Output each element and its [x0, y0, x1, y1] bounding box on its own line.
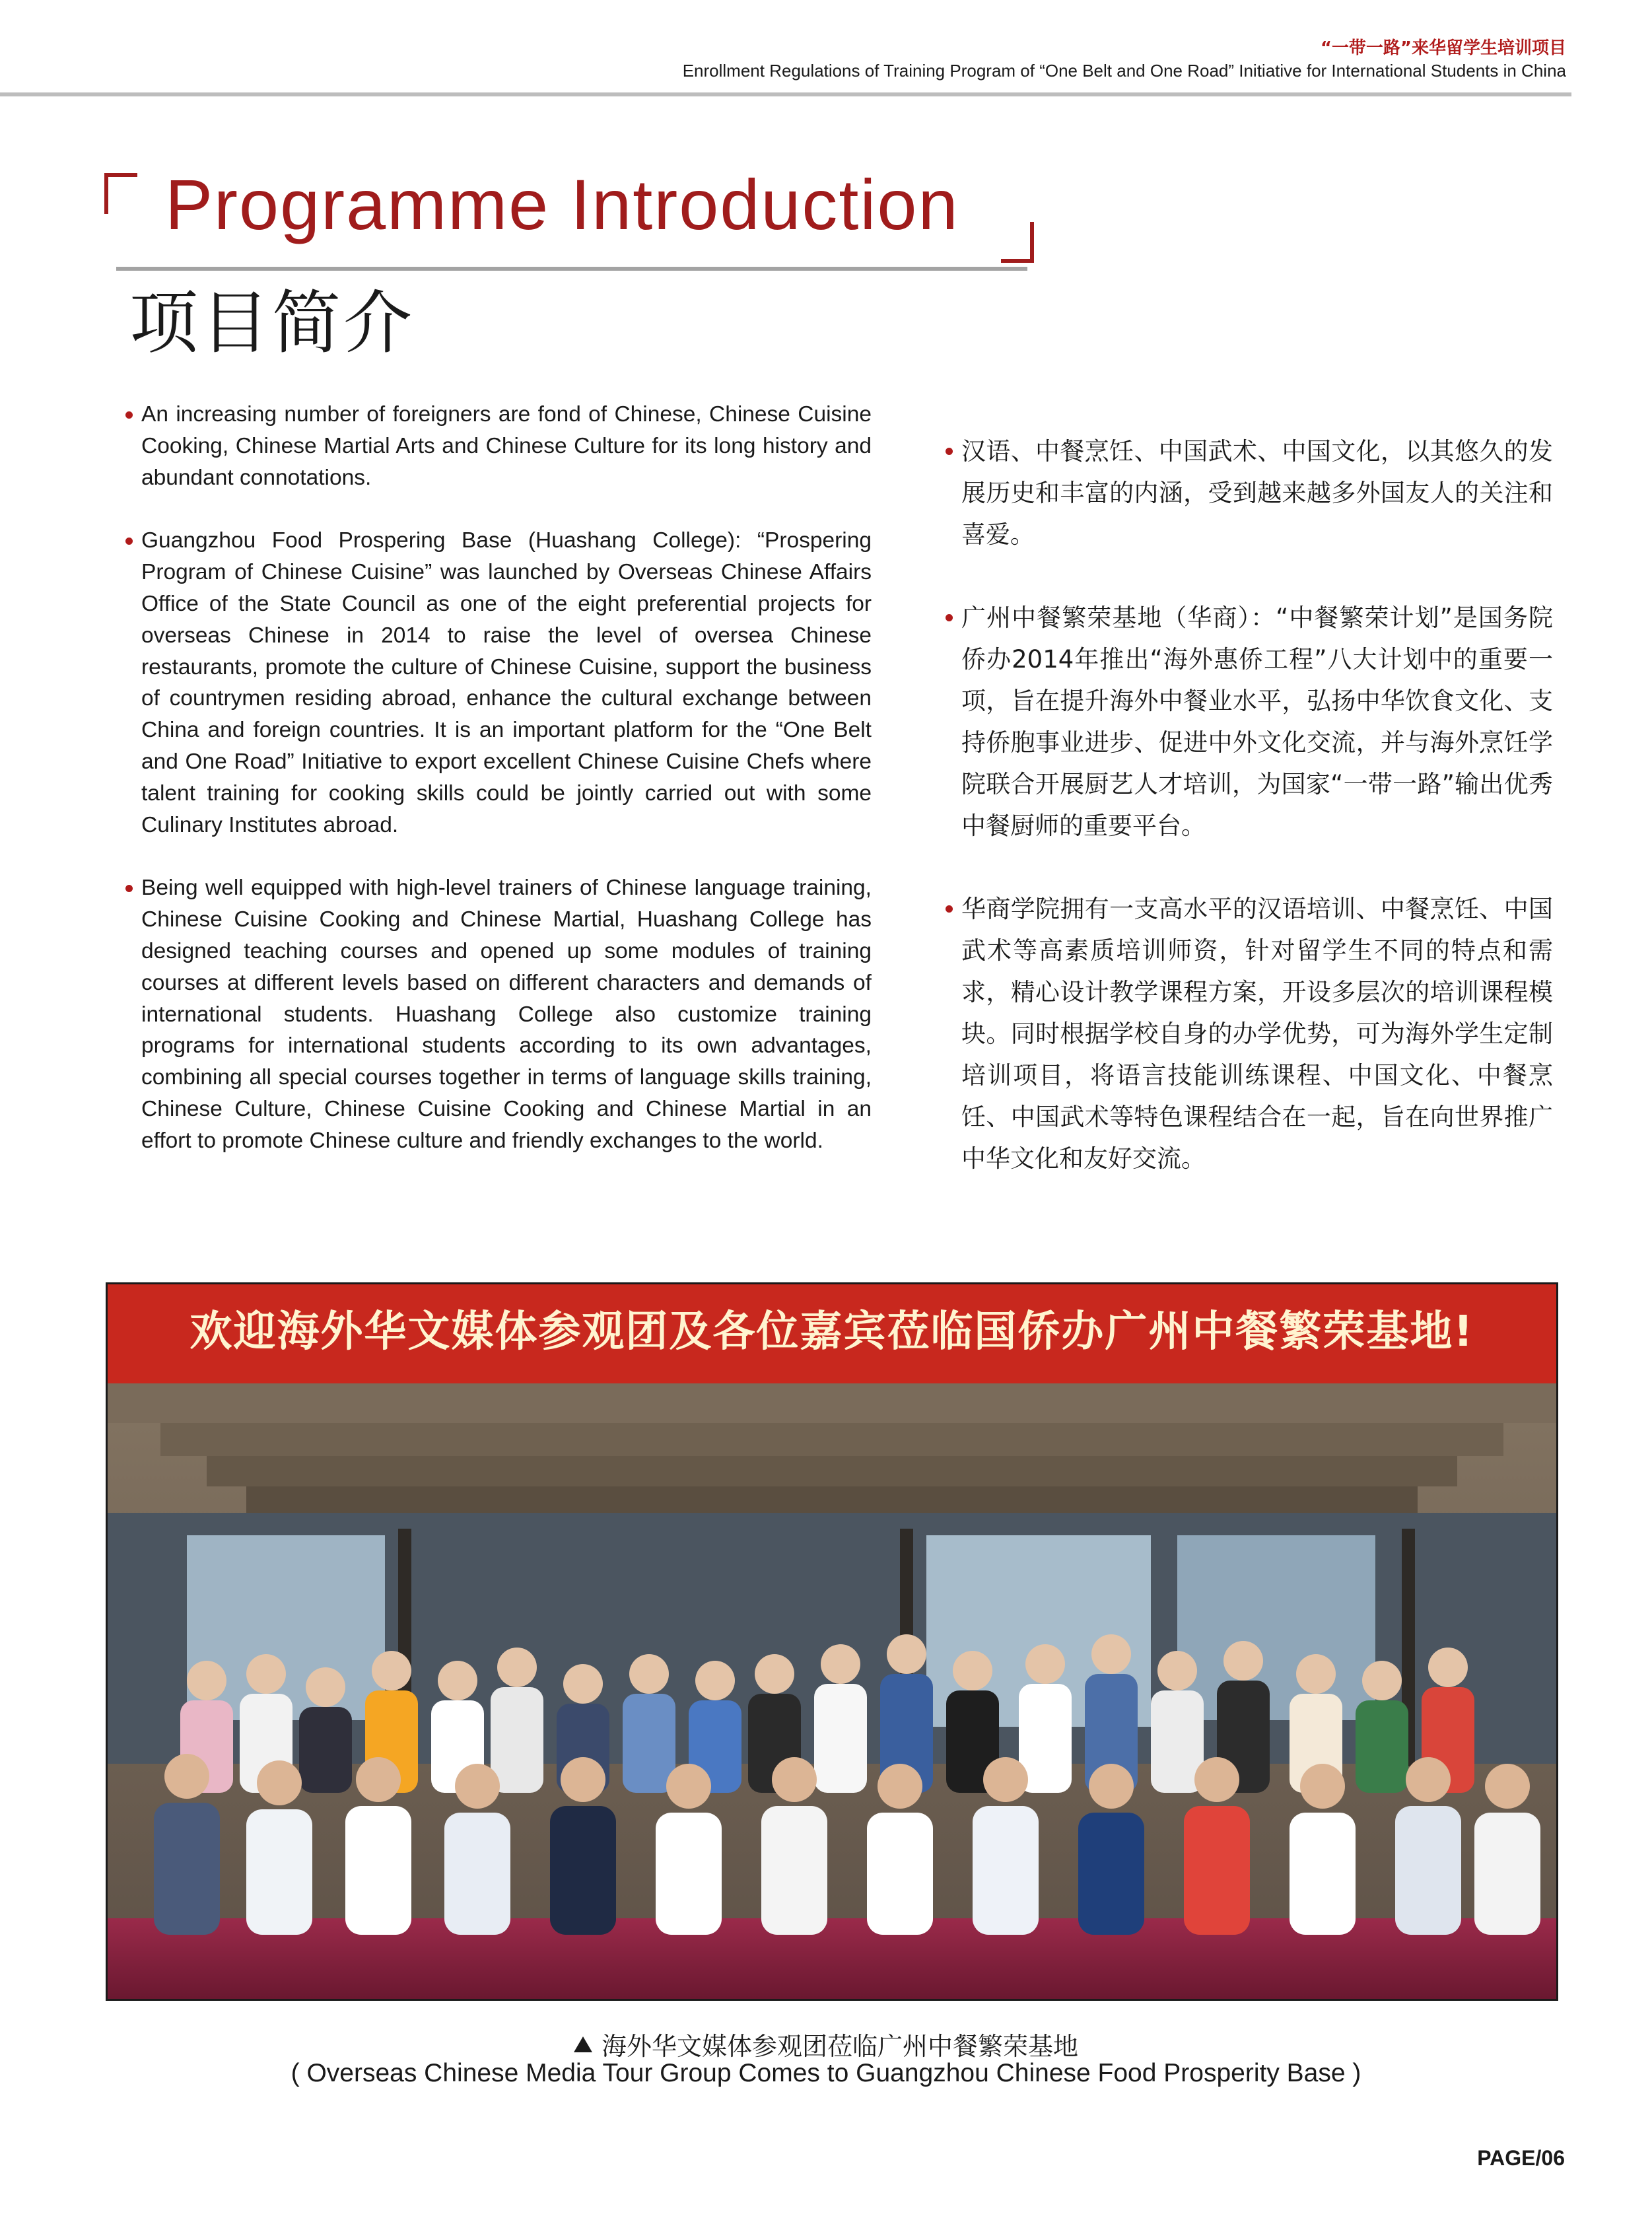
english-paragraph — [125, 399, 872, 493]
page-number: PAGE/06 — [1477, 2146, 1565, 2170]
section-title-cn: 项目简介 — [129, 283, 415, 363]
group-photo-illustration — [108, 1284, 1556, 1999]
close-corner-bracket — [1001, 222, 1034, 263]
bullet-icon — [125, 411, 133, 419]
english-paragraph-text: An increasing number of foreigners are fond of Chinese, Chinese Cuisine Cooking, Chinese Martial Arts and Chinese Culture for its long history and abundant connotations. — [141, 402, 872, 490]
bullet-icon — [946, 448, 953, 455]
bullet-icon — [946, 614, 953, 621]
bullet-icon — [125, 885, 133, 892]
welcome-banner-text: 欢迎海外华文媒体参观团及各位嘉宾莅临国侨办广州中餐繁荣基地! — [189, 1307, 1474, 1356]
photo-caption-cn — [0, 2026, 1652, 2062]
section-title-en: Programme Introduction — [165, 164, 959, 244]
chinese-paragraph-text: 华商学院拥有一支高水平的汉语培训、中餐烹饪、中国武术等高素质培训师资，针对留学生不同的特点和需求，精心设计教学课程方案，开设多层次的培训课程模块。同时根据学校自身的办学优势，可为海外学生定制培训项目，将语言技能训练课程、中国文化、中餐烹饪、中国武术等特色课程结合在一起，旨在向世界推广中华文化和友好交流。 — [961, 895, 1553, 1173]
triangle-marker-icon — [574, 2036, 592, 2052]
title-underline — [116, 267, 1027, 271]
chinese-paragraph — [946, 888, 1553, 1179]
open-corner-bracket — [104, 173, 137, 214]
photo-caption-en: ( Overseas Chinese Media Tour Group Comes to Guangzhou Chinese Food Prosperity Base ) — [291, 2059, 1361, 2087]
english-paragraph-text: Being well equipped with high-level trainers of Chinese language training, Chinese Cuisine Cooking and Chinese Martial, Huashang College has designed teaching courses and opened up some modules of training courses at different levels based on different characters and demands of international students. Huashang College also customize training programs for international students according to its own advantages, combining all special courses together in terms of language skills training, Chinese Culture, Chinese Cuisine Cooking and Chinese Martial in an effort to promote Chinese culture and friendly exchanges to the world. — [141, 876, 872, 1153]
chinese-paragraph — [946, 431, 1553, 555]
chinese-paragraph-text: 汉语、中餐烹饪、中国武术、中国文化，以其悠久的发展历史和丰富的内涵，受到越来越多外国友人的关注和喜爱。 — [961, 437, 1553, 549]
chinese-paragraph-text: 广州中餐繁荣基地（华商）：“中餐繁荣计划”是国务院侨办2014年推出“海外惠侨工程”八大计划中的重要一项，旨在提升海外中餐业水平，弘扬中华饮食文化、支持侨胞事业进步、促进中外文化交流，并与海外烹饪学院联合开展厨艺人才培训，为国家“一带一路”输出优秀中餐厨师的重要平台。 — [961, 604, 1553, 840]
english-paragraph — [125, 525, 872, 841]
running-header-en: Enrollment Regulations of Training Program of “One Belt and One Road” Initiative for International Students in China — [682, 61, 1566, 81]
english-column — [125, 399, 872, 1189]
photo-caption-cn-text: 海外华文媒体参观团莅临广州中餐繁荣基地 — [601, 2032, 1078, 2061]
chinese-paragraph — [946, 597, 1553, 847]
group-photo — [106, 1282, 1558, 2001]
bullet-icon — [125, 538, 133, 545]
bullet-icon — [946, 905, 953, 913]
header-divider — [0, 92, 1571, 96]
english-paragraph-text: Guangzhou Food Prospering Base (Huashang College): “Prospering Program of Chinese Cuisine” was launched by Overseas Chinese Affairs Office of the State Council as one of the eight preferential projects for overseas Chinese in 2014 to raise the level of oversea Chinese restaurants, promote the culture of Chinese Cuisine, support the business of countrymen residing abroad, enhance the cultural exchange between China and foreign countries. It is an important platform for the “One Belt and One Road” Initiative to export excellent Chinese Cuisine Chefs where talent training for cooking skills could be jointly carried out with some Culinary Institutes abroad. — [141, 528, 872, 837]
chinese-column — [946, 431, 1553, 1221]
english-paragraph — [125, 872, 872, 1156]
running-header-cn: “一带一路”来华留学生培训项目 — [1320, 38, 1566, 58]
